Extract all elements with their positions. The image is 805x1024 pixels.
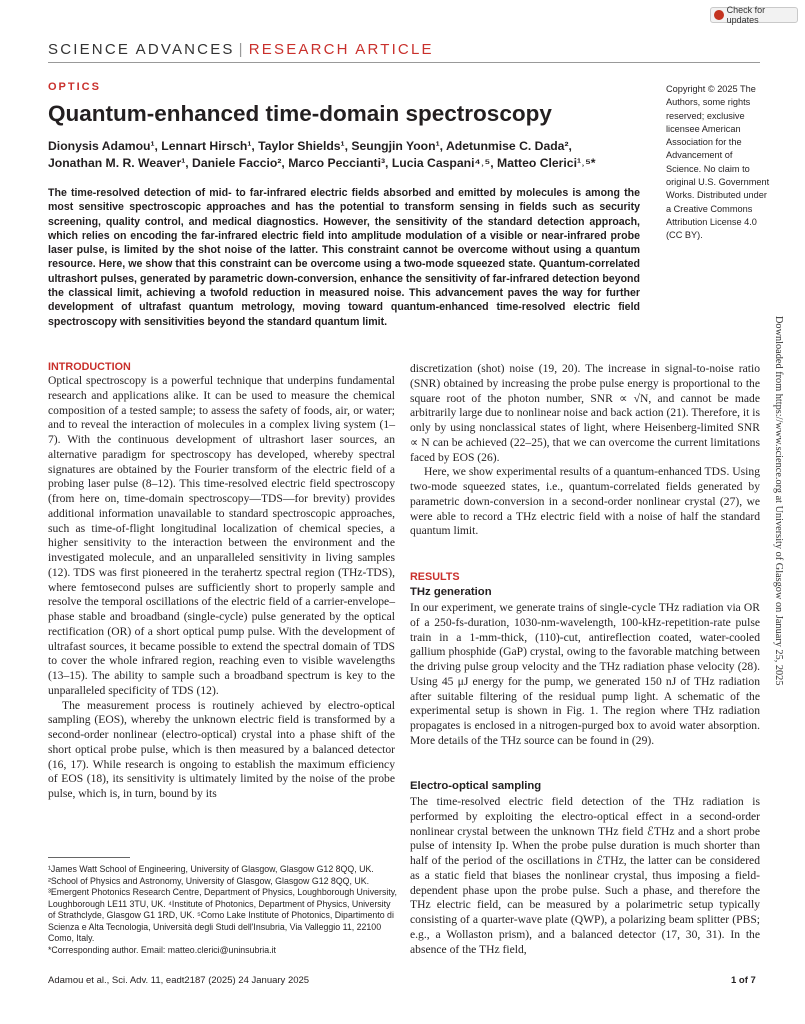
affiliations (48, 864, 398, 956)
download-side-note (772, 316, 784, 694)
section-label: OPTICS (48, 81, 101, 93)
check-for-updates-button[interactable] (710, 7, 798, 23)
authors-line-1: Dionysis Adamou¹, Lennart Hirsch¹, Taylor Shields¹, Seungjin Yoon¹, Adetunmise C. Dada², (48, 139, 572, 153)
introduction-heading: INTRODUCTION (48, 361, 131, 373)
right-paragraph-1: discretization (shot) noise (19, 20). The increase in signal-to-noise ratio (SNR) obtained by increasing the probe pulse energy is proportional to the square root of the photon number, SNR ∝ √N, and cannot be made arbitrarily large due to nonlinear noise and back action (21). Therefore, it is only by using nonclassical states of light, where Heisenberg-limited SNR ∝ N can be achieved (22–25), that we can overcome the current limitations faced by EOS (26). (410, 362, 760, 464)
right-paragraph-2: Here, we show experimental results of a quantum-enhanced TDS. Using two-mode squeezed states, i.e., quantum-correlated fields generated by parametric down-conversion in a second-order nonlinear crystal (27), we were able to record a THz electric field with a noise of half the standard quantum limit. (410, 465, 760, 538)
abstract: The time-resolved detection of mid- to far-infrared electric fields absorbed and emitted by molecules is among the most sensitive spectroscopic approaches and has the potential to transform sensing in fields such as security screening, quality control, and medical diagnostics. However, the sensitivity of the standard detection approach, which relies on encoding the far-infrared electric field into amplitude modulation of a visible or near-infrared probe laser pulse, is limited by the shot noise of the latter. This constraint cannot be overcome without using a quantum resource. Here, we show that this constraint can be overcome using a two-mode squeezed state. Quantum-correlated ultrashort pulses, generated by parametric down-conversion, enhance the sensitivity of far-infrared detection beyond the classical limit, achieving a twofold reduction in measured noise. This advancement paves the way for further development of ultrafast quantum metrology, moving toward quantum-enhanced time-resolved electric field spectroscopy with sensitivities beyond the standard quantum limit. (48, 187, 640, 328)
eos-section (410, 795, 760, 957)
header-rule (48, 62, 760, 63)
eos-heading: Electro-optical sampling (410, 780, 542, 792)
eos-paragraph: The time-resolved electric field detection of the THz radiation is performed by exploiting the electro-optical effect in a second-order nonlinear crystal between the unknown THz field ℰTHz and a short probe pulse of intensity Ip. When the probe pulse duration is much shorter than half of the period of the oscillations in ℰTHz, the latter can be considered as a static field that biases the nonlinear crystal, thus imposing a field-dependent phase upon the probe pulse. Such a phase, and therefore the THz electric field, can be measured by a polarimetric setup typically consisting of a quarter-wave plate (QWP), a polarizing beam splitter (PBS; e.g., a Wollaston prism), and a balanced detector (17, 30, 31). In the absence of the THz field, (410, 795, 760, 956)
check-for-updates-label: Check for updates (726, 5, 766, 25)
copyright-notice: Copyright © 2025 The Authors, some rights reserved; exclusive licensee American Association for the Advancement of Science. No claim to original U.S. Government Works. Distributed under a Creative Commons Attribution License 4.0 (CC BY). (666, 84, 770, 241)
author-list (48, 138, 648, 172)
page-number: 1 of 7 (731, 975, 756, 986)
intro-paragraph-1: Optical spectroscopy is a powerful technique that underpins fundamental research and applications alike. It can be used to measure the chemical composition of a tested sample; to assess the safety of foods, air, or water; and to reveal the interaction of molecules in a complex living system (1–7). With the continuous development of ultrashort laser sources, an alternative paradigm for spectroscopy has developed, whereby spectral signatures are obtained by the Fourier transform of the electric field of a probing laser pulse (8–12). This time-resolved electric field spectroscopy (from here on, time-domain spectroscopy—TDS—for brevity) provides additional information unavailable to standard spectroscopic approaches, such as time-of-flight longitudinal localization of chemical species, a higher sensitivity to the interaction between the environment and the investigated molecule, and an unparalleled sensitivity in living samples (12). TDS was first pioneered in the terahertz spectral region (THz-TDS), where femtosecond pulses are sufficiently short to properly sample and resolve the temporal oscillations of the electric field of a carrier-envelope–phase stable and broadband (single-cycle) pulse generated by the optical rectification (OR) of a short optical pump pulse. With the development of ultrafast sources, it became possible to extend the spectral domain of TDS to cover the whole infrared region, reaching even to visible wavelengths (13–15). The ability to sample such a broadband spectrum is key to the unparalleled specificity of TDS (12). (48, 374, 395, 697)
affiliation-list: ¹James Watt School of Engineering, University of Glasgow, Glasgow G12 8QQ, UK. ²School of Physics and Astronomy, University of Glasgow, Glasgow G12 8QQ, UK. ³Emergent Photonics Research Centre, Department of Physics, Loughborough University, Loughborough LE11 3TU, UK. ⁴Institute of Photonics, Department of Physics, University of Strathclyde, Glasgow G1 1RD, UK. ⁵Como Lake Institute of Photonics, Dipartimento di Scienza e Alta Tecnologia, Università degli Studi dell'Insubria, Via Valleggio 11, 22100 Como, Italy. (48, 864, 397, 943)
journal-header (48, 41, 434, 58)
authors-line-2: Jonathan M. R. Weaver¹, Daniele Faccio², Marco Peccianti³, Lucia Caspani⁴˒⁵, Matteo Clerici¹˒⁵* (48, 156, 596, 170)
journal-name: SCIENCE ADVANCES (48, 41, 235, 58)
thz-section (410, 601, 760, 749)
results-heading: RESULTS (410, 571, 460, 583)
thz-paragraph: In our experiment, we generate trains of single-cycle THz radiation via OR of a 250-fs-duration, 1030-nm-wavelength, 100-kHz-repetition-rate pulse train in a 1-mm-thick, (110)-cut, antireflection coated, water-cooled gallium phosphide (GaP) crystal, owing to the favorable matching between the driving pulse group velocity and the THz radiation phase velocity (28). Using 45 μJ energy for the pump, we generated 150 nJ of THz radiation after suitable filtering of the residual pump light. A schematic of the experimental setup is shown in Fig. 1. The region where THz radiation propagates is enclosed in a nitrogen-purged box to avoid water absorption. More details of the THz source can be found in (29). (410, 601, 760, 747)
article-type: RESEARCH ARTICLE (248, 41, 434, 58)
footer-citation: Adamou et al., Sci. Adv. 11, eadt2187 (2025) 24 January 2025 (48, 975, 310, 986)
right-column-top (410, 362, 760, 539)
article-title: Quantum-enhanced time-domain spectroscopy (48, 101, 552, 126)
corresponding-author: *Corresponding author. Email: matteo.clerici@uninsubria.it (48, 944, 276, 955)
footnote-rule (48, 857, 130, 858)
download-side-note-text: Downloaded from https://www.science.org at University of Glasgow on January 25, 2025 (773, 316, 784, 686)
thz-generation-heading: THz generation (410, 586, 492, 598)
header-separator: | (238, 41, 245, 58)
update-icon (714, 10, 724, 20)
left-column (48, 374, 395, 802)
intro-paragraph-2: The measurement process is routinely achieved by electro-optical sampling (EOS), whereby the unknown electric field is transformed by a second-order nonlinear (electro-optical) crystal into a phase shift of the short optical probe pulse, which is then measured by a balanced detector (16, 17). While research is ongoing to establish the maximum efficiency of EOS (18), its sensitivity is ultimately limited by the noise of the probe pulse, which is, in turn, bound by its (48, 698, 395, 800)
